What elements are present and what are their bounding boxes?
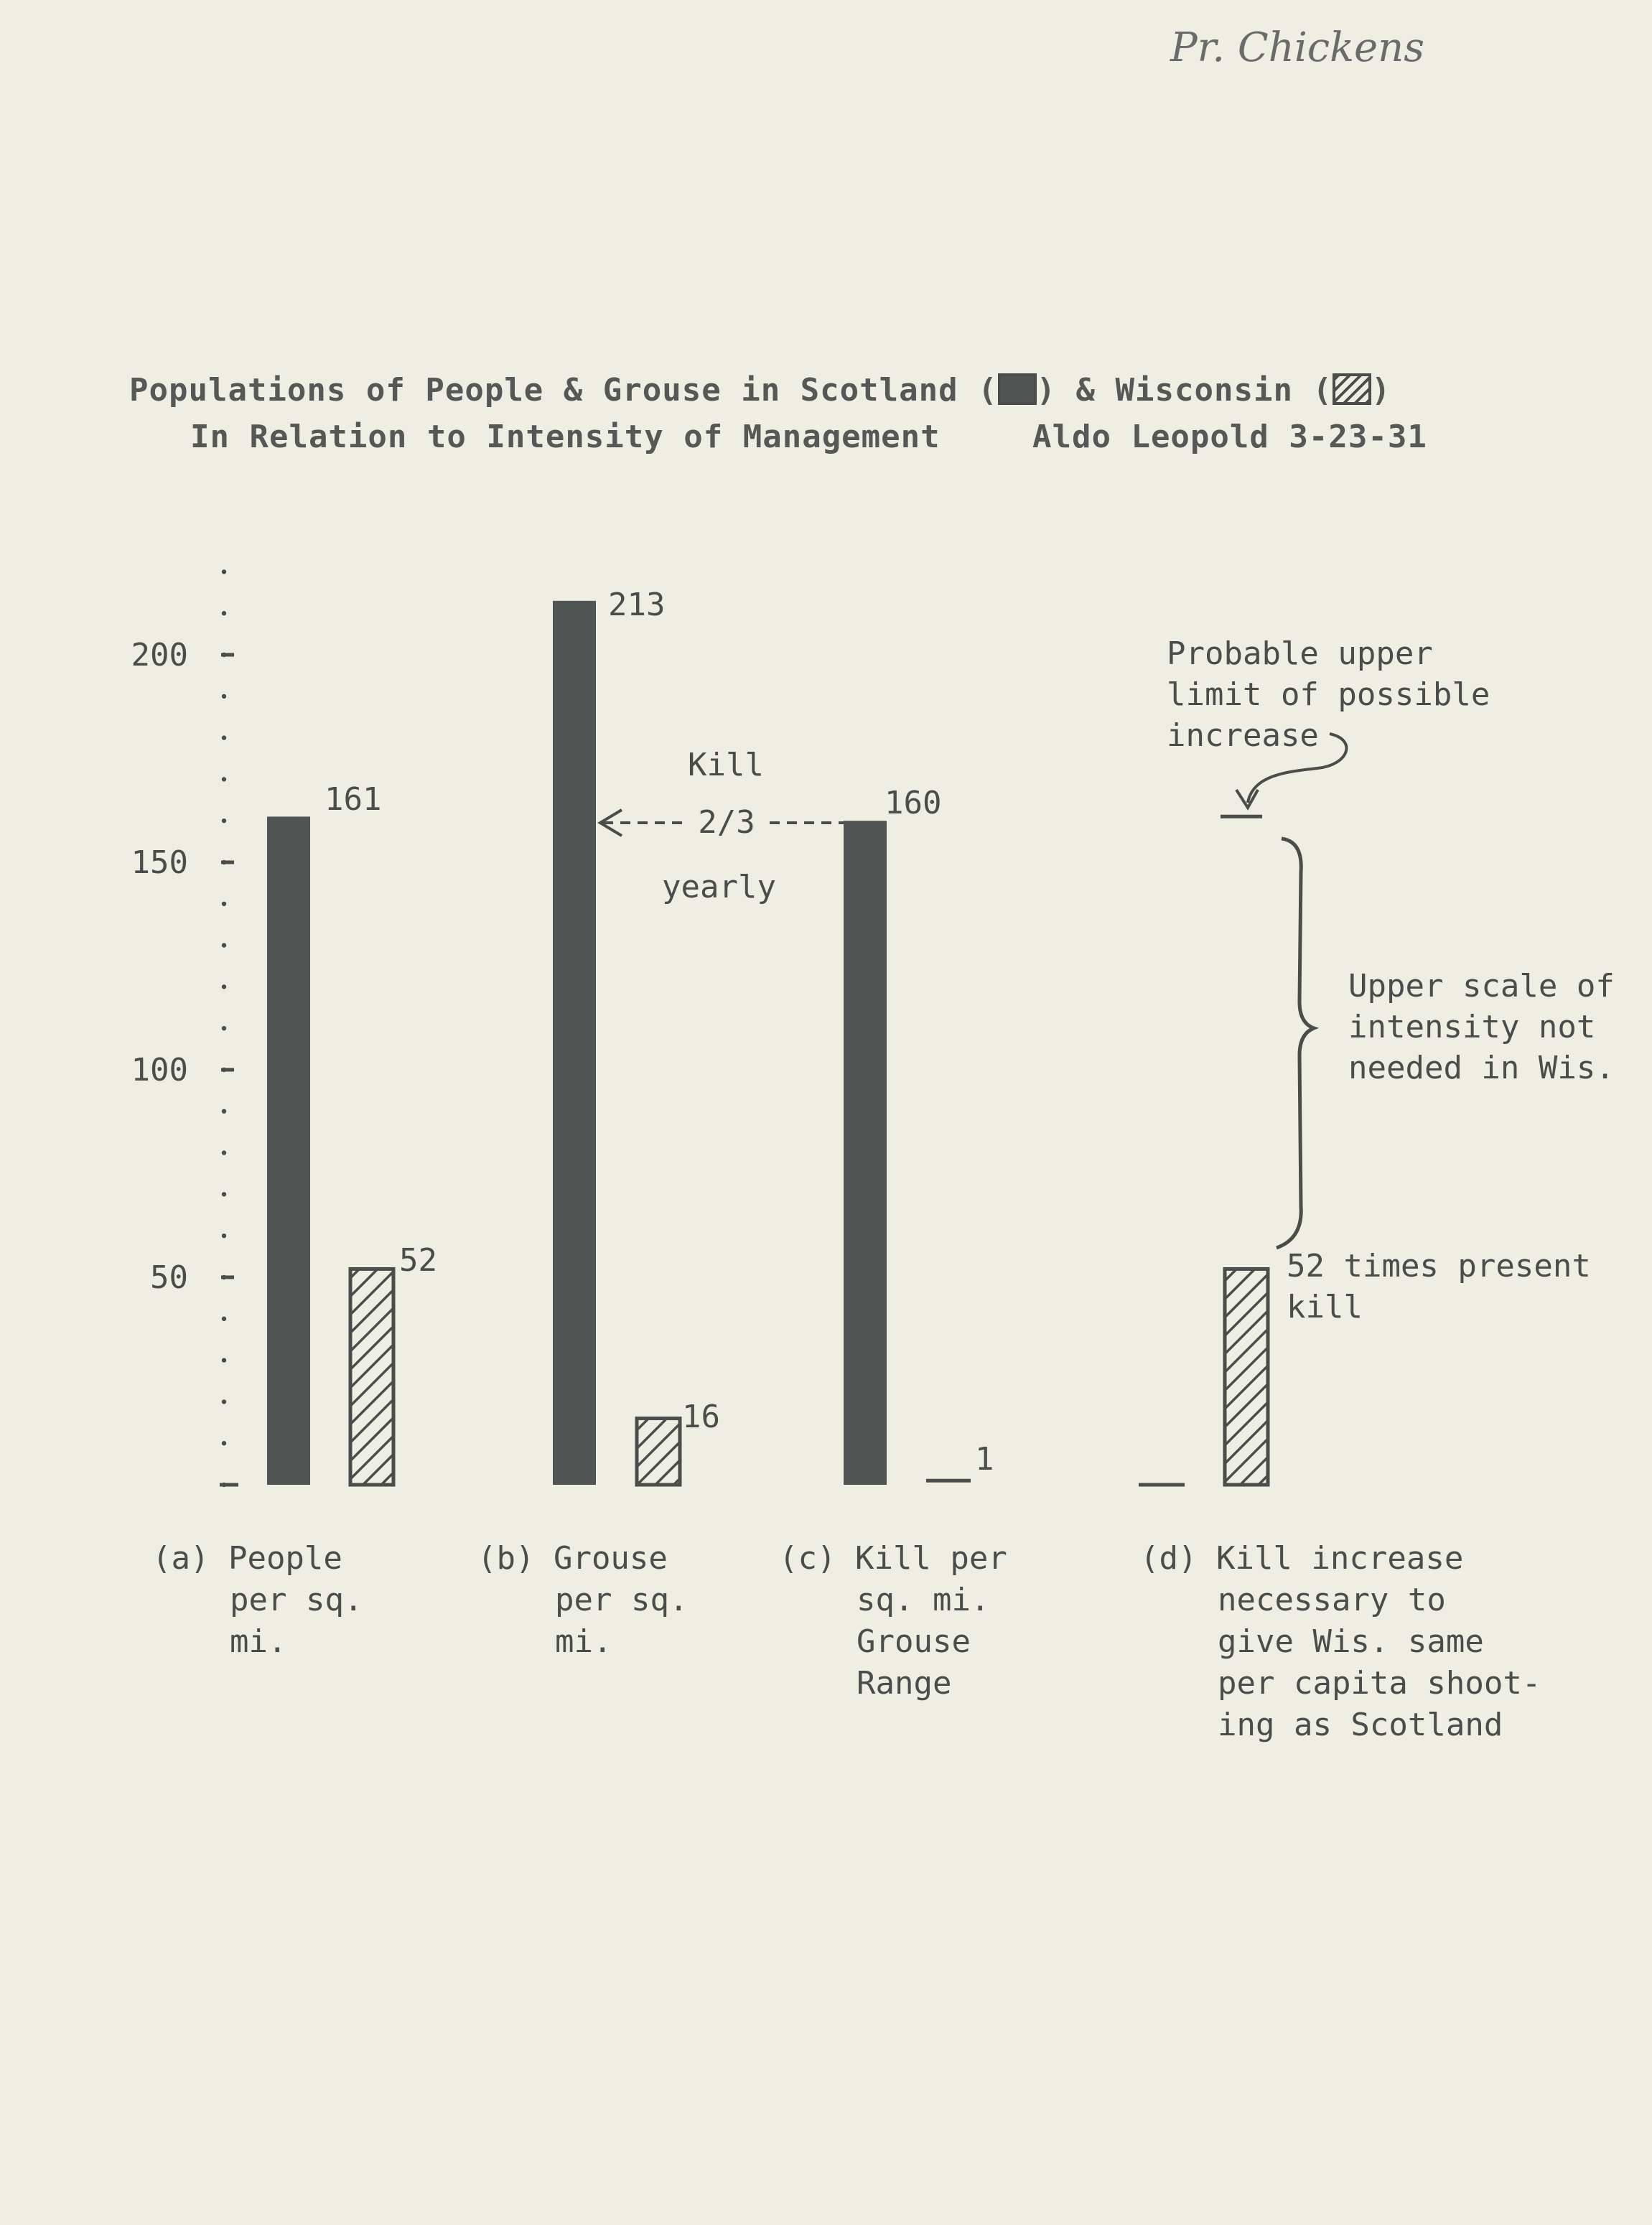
y-axis-minor-tick (222, 1192, 226, 1196)
title-part-1: Populations of People & Grouse in Scotland ( (129, 372, 998, 409)
kill-yearly-label: yearly (662, 869, 776, 905)
category-label-line: (a) People (152, 1540, 342, 1577)
y-axis-minor-tick (222, 611, 226, 615)
y-axis-tick-label: 50 (150, 1259, 188, 1296)
brace (1277, 839, 1314, 1248)
upper-limit-label-line: limit of possible (1167, 676, 1490, 713)
upper-scale-label-line: Upper scale of (1348, 968, 1615, 1004)
title-part-3: ) (1371, 372, 1391, 409)
kill-annotation-label: Kill (688, 747, 764, 783)
times-kill-label-line: kill (1287, 1289, 1363, 1325)
bar-b-wisconsin (637, 1419, 680, 1485)
y-axis-minor-tick (222, 943, 226, 947)
y-axis-minor-tick (222, 777, 226, 781)
category-label-line: (c) Kill per (779, 1540, 1007, 1577)
handwritten-note: Pr. Chickens (1170, 24, 1424, 71)
category-label-line: mi. (555, 1623, 612, 1660)
bar-value-label: 1 (975, 1441, 994, 1478)
category-label-line: give Wis. same (1218, 1623, 1484, 1660)
category-label-line: per capita shoot- (1218, 1665, 1541, 1702)
y-axis-minor-tick (222, 984, 226, 989)
y-axis (131, 569, 238, 1487)
category-label-line: ing as Scotland (1218, 1707, 1503, 1743)
y-axis-minor-tick (222, 1441, 226, 1445)
y-axis-minor-tick (222, 1358, 226, 1362)
times-kill-label-line: 52 times present (1287, 1248, 1591, 1284)
category-label-line: (b) Grouse (477, 1540, 668, 1577)
y-axis-tick-label: 100 (131, 1052, 188, 1088)
bar-d-wisconsin (1225, 1269, 1268, 1485)
y-axis-tick-label: 200 (131, 637, 188, 673)
title-part-2: ) & Wisconsin ( (1036, 372, 1333, 409)
category-label-line: mi. (230, 1623, 287, 1660)
upper-scale-label-line: needed in Wis. (1348, 1050, 1615, 1086)
y-axis-minor-tick (222, 1109, 226, 1114)
y-axis-minor-tick (222, 1317, 226, 1321)
category-label-line: per sq. (230, 1582, 363, 1618)
bar-value-label: 52 (399, 1242, 437, 1279)
bar-b-scotland (553, 601, 596, 1485)
kill-fraction-label: 2/3 (698, 804, 755, 841)
upper-limit-label-line: increase (1167, 717, 1319, 754)
y-axis-minor-tick (222, 818, 226, 823)
y-axis-minor-tick (222, 902, 226, 906)
chart-author: Aldo Leopold 3-23-31 (1032, 419, 1427, 455)
annotations (600, 635, 1615, 1325)
category-label-line: sq. mi. (857, 1582, 990, 1618)
bar-value-label: 213 (608, 587, 666, 623)
y-axis-minor-tick (222, 1026, 226, 1030)
category-label-line: Grouse (857, 1623, 971, 1660)
bar-value-label: 161 (325, 781, 382, 818)
upper-limit-label-line: Probable upper (1167, 635, 1433, 672)
y-axis-minor-tick (222, 569, 226, 574)
bar-value-label: 160 (885, 785, 942, 821)
category-label-line: Range (857, 1665, 952, 1702)
upper-limit-arrow-head (1236, 790, 1258, 808)
bar-value-label: 16 (682, 1399, 720, 1435)
y-axis-minor-tick (222, 1233, 226, 1238)
category-label-line: (d) Kill increase (1140, 1540, 1464, 1577)
y-axis-minor-tick (222, 735, 226, 740)
y-axis-minor-tick (222, 1150, 226, 1155)
bar-a-wisconsin (350, 1269, 393, 1485)
chart-title-line-2: In Relation to Intensity of Management (190, 419, 941, 455)
y-axis-minor-tick (222, 694, 226, 699)
bar-a-scotland (267, 816, 310, 1485)
bars (267, 601, 1268, 1485)
y-axis-minor-tick (222, 1399, 226, 1404)
y-axis-tick-label: 150 (131, 844, 188, 881)
bar-c-scotland (844, 821, 887, 1485)
category-label-line: per sq. (555, 1582, 689, 1618)
upper-scale-label-line: intensity not (1348, 1009, 1596, 1045)
category-label-line: necessary to (1218, 1582, 1446, 1618)
